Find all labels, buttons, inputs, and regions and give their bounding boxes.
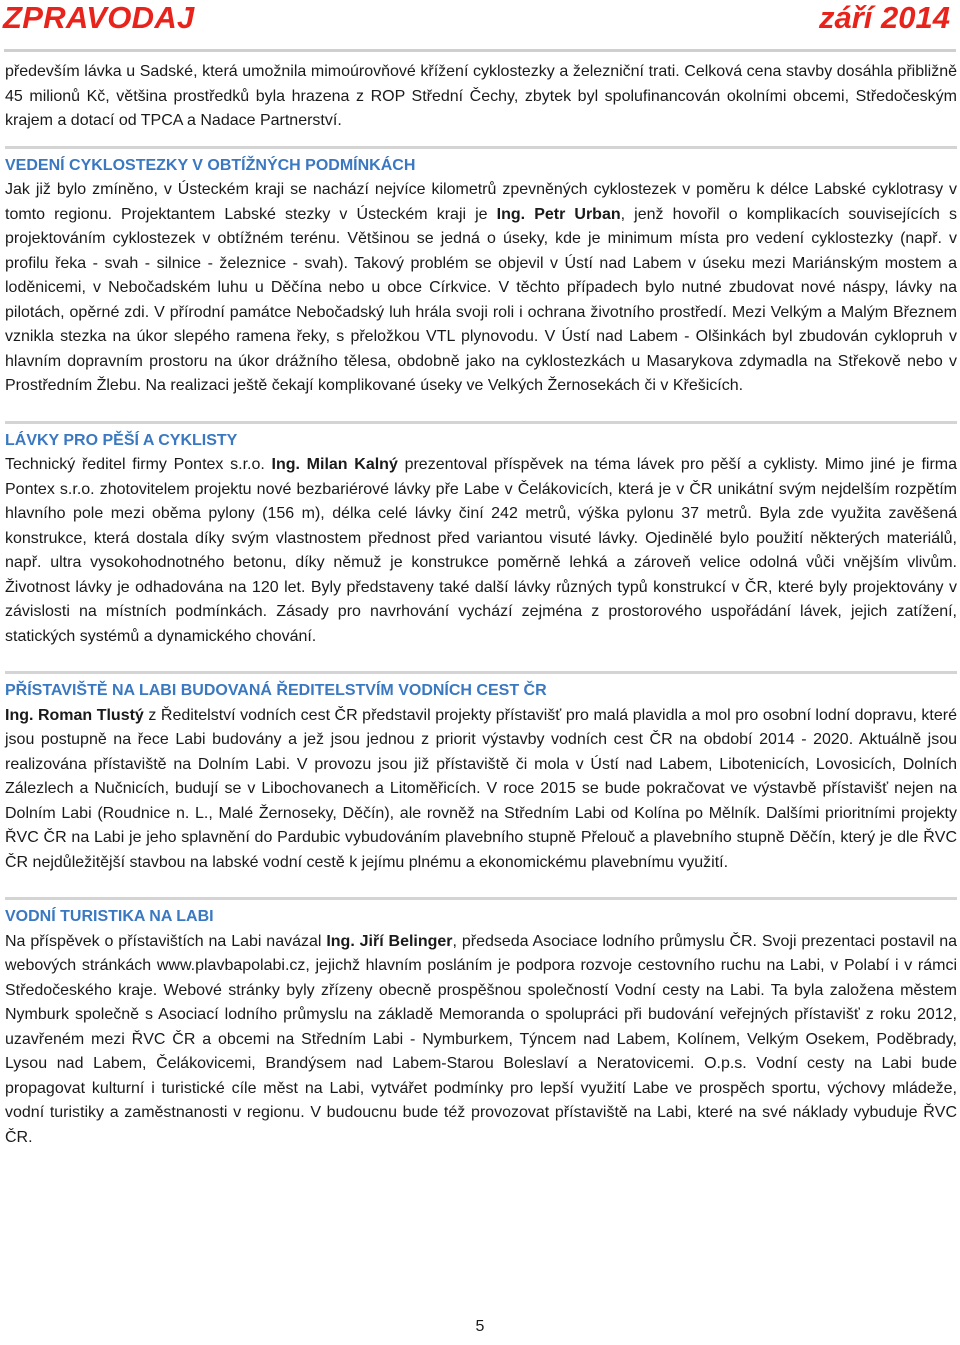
issue-date: září 2014 <box>819 0 950 35</box>
header-rule <box>4 49 956 52</box>
section-paragraph: Ing. Roman Tlustý z Ředitelství vodních cest ČR představil projekty přístavišť pro malá plavidla a mol pro osobní lodní dopravu, které jsou postupně na řece Labi budovány a jež jsou jednou z priorit výstavby vodních cest ČR na období 2014 - 2020. Aktuálně jsou realizována přístaviště na Dolním Labi. V provozu jsou již přístaviště či mola v Ústí nad Labem, Libotenicích, Lovosicích, Dolních Zálezlech a Nučnicích, budují se v Libochovanech a Litoměřicích. V roce 2015 se bude pokračovat ve výstavbě přístavišť nejen na Dolním Labi (Roudnice n. L., Malé Žernoseky, Děčín), ale rovněž na Středním Labi od Kolína po Mělník. Dalšími prioritními projekty ŘVC ČR na Labi je jeho splavnění do Pardubic vybudováním plavebního stupně Přelouč a plavebního stupně Děčín, který je dle ŘVC ČR nejdůležitější stavbou na labské vodní cestě k jejímu plnému a ekonomickému plavebnímu využití. <box>5 706 958 871</box>
section-paragraph: Na příspěvek o přístavištích na Labi navázal Ing. Jiří Belinger, předseda Asociace lodního průmyslu ČR. Svoji prezentaci postavil na webových stránkách www.plavbapolabi.cz, jejichž hlavním posláním je podpora rozvoje cestovního ruchu na Labi, v Polabí i v rámci Středočeského kraje. Webové stránky byly zřízeny obecně prospěšnou společností Vodní cesty na Labi. Ta byla založena městem Nymburk společně s Asociací lodního průmyslu na základě Memoranda o spolupráci při budování veřejných přístavišť z roku 2012, uzavřeném mezi ŘVC ČR a obcemi na Středním Labi - Nymburkem, Týncem nad Labem, Kolínem, Velkým Osekem, Poděbrady, Lysou nad Labem, Čelákovicemi, Brandýsem nad Labem-Starou Boleslaví a Neratovicemi. O.p.s. Vodní cesty na Labi bude propagovat kulturní i turistické cíle měst na Labi, vytvářet podmínky pro lepší využití Labe ve prospěch sportu, výchovy mládeže, vodní turistiky a zaměstnanosti v regionu. V budoucnu bude též provozovat přístaviště na Labi, které na své náklady vybuduje ŘVC ČR. <box>5 932 958 1146</box>
speaker-name: Ing. Milan Kalný <box>271 456 398 473</box>
page-number: 5 <box>475 1318 485 1335</box>
speaker-name: Ing. Jiří Belinger <box>326 932 453 950</box>
article-body <box>5 60 957 1150</box>
section-title: VODNÍ TURISTIKA NA LABI <box>5 908 214 925</box>
speaker-name: Ing. Roman Tlustý <box>5 706 144 724</box>
section-separator <box>5 421 957 424</box>
section-title: VEDENÍ CYKLOSTEZKY V OBTÍŽNÝCH PODMÍNKÁCH <box>5 156 416 174</box>
section-title: PŘÍSTAVIŠTĚ NA LABI BUDOVANÁ ŘEDITELSTVÍM VODNÍCH CEST ČR <box>5 682 547 699</box>
section-separator <box>5 146 957 149</box>
section-paragraph: Jak již bylo zmíněno, v Ústeckém kraji se nachází nejvíce kilometrů zpevněných cyklostezek v poměru k délce Labské cyklotrasy v tomto regionu. Projektantem Labské stezky v Ústeckém kraji je Ing. Petr Urban, jenž hovořil o komplikacích souvisejících s projektováním cyklostezek v obtížném terénu. Většinou se jedná o úseky, kde je minimum místa pro vedení cyklostezky (např. v profilu řeka - svah - silnice - železnice - svah). Takový problém se objevil v Ústí nad Labem v úseku mezi Mariánským mostem a loděnicemi, v Nebočadském luhu u Děčína nebo u obce Církvice. V těchto případech bylo nutné zbudovat nové náspy, lávky na pilotách, opěrné zdi. V přírodní památce Nebočadský luh hrála svoji roli i ochrana životního prostředí. Mezi Velkým a Malým Březnem vznikla stezka na úkor slepého ramena řeky, s přeložkou VTL plynovodu. V Ústí nad Labem - Olšinkách byl zbudován cyklopruh v hlavním dopravním prostoru na úkor drážního tělesa, obdobně jako na cyklostezkách u Masarykova zdymadla na Střekově nebo v Prostředním Žlebu. Na realizaci ještě čekají komplikované úseky ve Velkých Žernosekách či v Křešicích. <box>5 181 957 394</box>
speaker-name: Ing. Petr Urban <box>496 205 621 223</box>
section-title: LÁVKY PRO PĚŠÍ A CYKLISTY <box>5 431 238 449</box>
section-paragraph: Technický ředitel firmy Pontex s.r.o. Ing. Milan Kalný prezentoval příspěvek na téma lávek pro pěší a cyklisty. Mimo jiné je firma Pontex s.r.o. zhotovitelem projektu nové bezbariérové lávky pře Labe v Čelákovicích, která je v ČR unikátní svým nejdelším rozpětím hlavního pole mezi oběma pylony (156 m), délka celé lávky činí 242 metrů, výška pylonu 37 metrů. Byla zde využita zavěšená konstrukce, která dostala díky svým vlastnostem přednost před variantou visuté lávky. Ojedinělé bylo použití některých materiálů, např. ultra vysokohodnotného betonu, díky němuž je konstrukce poměrně lehká a zároveň velice odolná vůči vnějším vlivům. Životnost lávky je odhadována na 120 let. Byly představeny také další lávky různých typů konstrukcí v ČR, které byly projektovány v závislosti na místních podmínkách. Zásady pro navrhování vychází zejména z prostorového uspořádání lávek, jejich zatížení, statických systémů a dynamického chování. <box>5 456 957 645</box>
section-separator <box>5 671 957 674</box>
section-separator <box>5 897 957 900</box>
section-lavky <box>5 421 957 650</box>
section-pristaviste <box>5 671 957 875</box>
intro-paragraph: především lávka u Sadské, která umožnila mimoúrovňové křížení cyklostezky a železniční trati. Celková cena stavby dosáhla přibližně 45 milionů Kč, většina prostředků byla hrazena z ROP Střední Čechy, zbytek byl spolufinancován okolními obcemi, Středočeským krajem a dotací od TPCA a Nadace Partnerství. <box>5 63 957 129</box>
newsletter-title: ZPRAVODAJ <box>3 0 195 35</box>
section-vodni-turistika <box>5 897 957 1150</box>
section-vedeni-cyklostezky <box>5 146 957 399</box>
page-header <box>0 0 960 56</box>
